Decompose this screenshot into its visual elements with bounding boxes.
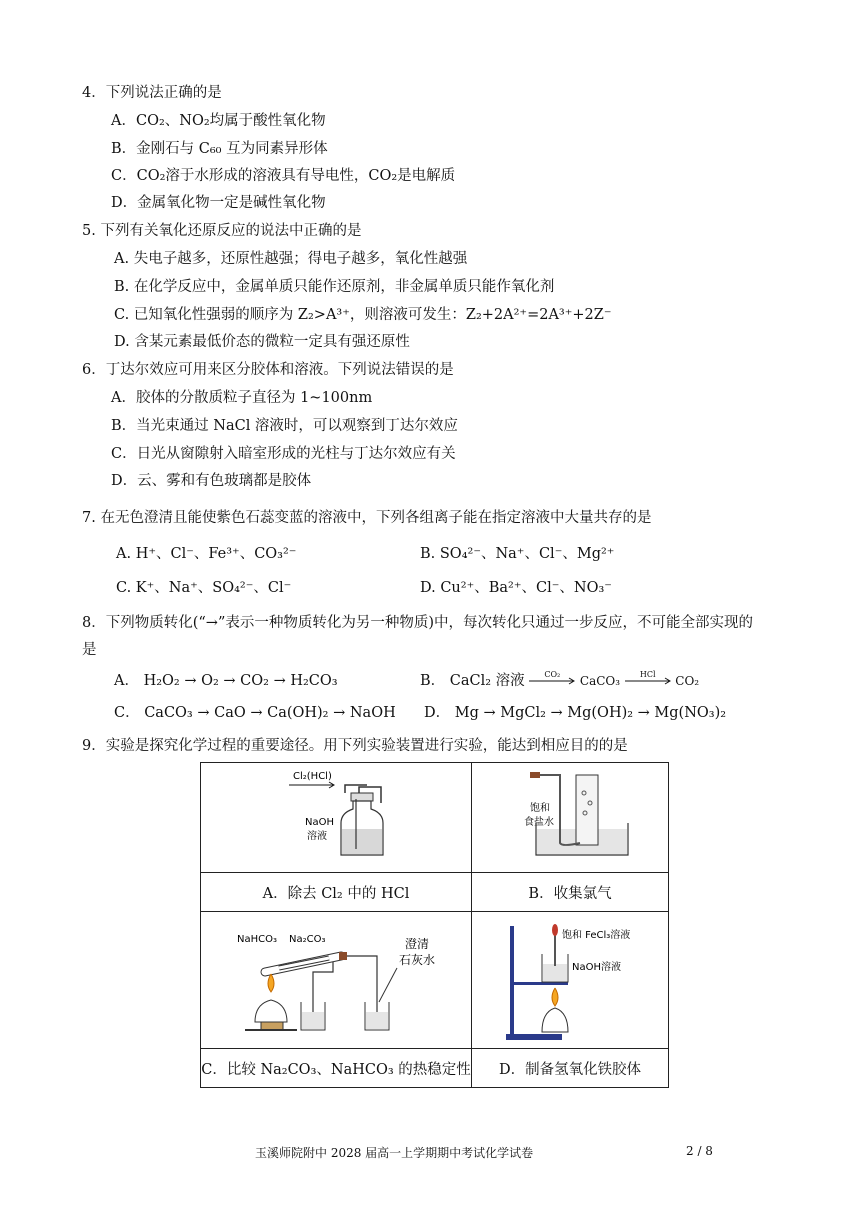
- fig-a-reagent-1: NaOH: [305, 817, 334, 828]
- figure-d-cell: [472, 912, 669, 1049]
- q8-b-mid: CaCO₃: [579, 674, 621, 688]
- caption-d: D．制备氢氧化铁胶体: [472, 1049, 669, 1088]
- q7-option-c: C. K⁺、Na⁺、SO₄²⁻、Cl⁻: [116, 580, 292, 596]
- q6-option-d: D．云、雾和有色玻璃都是胶体: [111, 473, 312, 489]
- experiment-table: [200, 762, 669, 1088]
- q7-stem: 7. 在无色澄清且能使紫色石蕊变蓝的溶液中，下列各组离子能在指定溶液中大量共存的是: [82, 510, 652, 526]
- q5-option-c: C. 已知氧化性强弱的顺序为 Z₂>A³⁺，则溶液可发生：Z₂+2A²⁺=2A³⁺+2Z⁻: [114, 307, 612, 323]
- gas-washing-bottle-diagram: [201, 763, 471, 868]
- q4-option-b: B．金刚石与 C₆₀ 互为同素异形体: [111, 141, 328, 157]
- footer-title: 玉溪师院附中 2028 届高一上学期期中考试化学试卷: [255, 1146, 534, 1160]
- q6-option-c: C．日光从窗隙射入暗室形成的光柱与丁达尔效应有关: [111, 446, 456, 462]
- reaction-arrow-2: [625, 670, 671, 687]
- page-number: 2 / 8: [686, 1144, 713, 1158]
- q8-option-b: [420, 672, 699, 690]
- q6-stem: 6．丁达尔效应可用来区分胶体和溶液。下列说法错误的是: [82, 362, 454, 378]
- fig-b-label-2: 食盐水: [524, 817, 554, 828]
- caption-a: A．除去 Cl₂ 中的 HCl: [201, 873, 472, 912]
- fig-c-label-4: 石灰水: [399, 953, 436, 967]
- fig-d-label-1: 饱和 FeCl₃溶液: [562, 930, 631, 941]
- fig-a-reagent-2: 溶液: [307, 831, 327, 842]
- q5-option-b: B. 在化学反应中，金属单质只能作还原剂，非金属单质只能作氧化剂: [114, 279, 555, 295]
- fig-c-label-2: Na₂CO₃: [289, 934, 326, 945]
- q8-stem: 8．下列物质转化(“→”表示一种物质转化为另一种物质)中，每次转化只通过一步反应，不可能全部实现的: [82, 615, 754, 631]
- q8-option-a: A． H₂O₂ → O₂ → CO₂ → H₂CO₃: [114, 673, 338, 689]
- q5-option-d: D. 含某元素最低价态的微粒一定具有强还原性: [114, 334, 410, 350]
- thermal-stability-diagram: [201, 912, 471, 1044]
- q8-b-reagent-1: CO₂: [544, 670, 561, 679]
- arrow-icon: [529, 675, 575, 687]
- fig-c-label-3: 澄清: [405, 937, 430, 951]
- caption-b: B．收集氯气: [472, 873, 669, 912]
- q4-stem: 4．下列说法正确的是: [82, 85, 222, 101]
- q7-option-d: D. Cu²⁺、Ba²⁺、Cl⁻、NO₃⁻: [420, 580, 612, 596]
- figure-b-cell: [472, 763, 669, 873]
- q8-b-end: CO₂: [675, 674, 700, 688]
- q8-option-d: D． Mg → MgCl₂ → Mg(OH)₂ → Mg(NO₃)₂: [424, 705, 727, 721]
- q8-option-c: C． CaCO₃ → CaO → Ca(OH)₂ → NaOH: [114, 705, 396, 721]
- q9-stem: 9．实验是探究化学过程的重要途径。用下列实验装置进行实验，能达到相应目的的是: [82, 738, 628, 754]
- colloid-preparation-diagram: [472, 912, 668, 1044]
- fig-a-gas-label: Cl₂(HCl): [293, 771, 332, 782]
- q5-option-a: A. 失电子越多，还原性越强；得电子越多，氧化性越强: [114, 251, 468, 267]
- q7-option-b: B. SO₄²⁻、Na⁺、Cl⁻、Mg²⁺: [420, 546, 615, 562]
- figure-a-cell: [201, 763, 472, 873]
- figure-c-cell: [201, 912, 472, 1049]
- q7-option-a: A. H⁺、Cl⁻、Fe³⁺、CO₃²⁻: [116, 546, 297, 562]
- q6-option-a: A．胶体的分散质粒子直径为 1~100nm: [111, 390, 373, 406]
- gas-collection-diagram: [472, 763, 668, 868]
- arrow-icon: [625, 675, 671, 687]
- q8-b-start: B． CaCl₂ 溶液: [420, 673, 525, 689]
- fig-d-label-2: NaOH溶液: [572, 962, 621, 973]
- q4-option-d: D．金属氧化物一定是碱性氧化物: [111, 195, 326, 211]
- fig-c-label-1: NaHCO₃: [237, 934, 277, 945]
- fig-b-label-1: 饱和: [530, 803, 550, 814]
- q6-option-b: B．当光束通过 NaCl 溶液时，可以观察到丁达尔效应: [111, 418, 458, 434]
- q8-b-reagent-2: HCl: [639, 670, 656, 679]
- q8-stem-end: 是: [82, 642, 97, 658]
- reaction-arrow-1: [529, 670, 575, 687]
- q5-stem: 5. 下列有关氧化还原反应的说法中正确的是: [82, 223, 362, 239]
- q4-option-a: A．CO₂、NO₂均属于酸性氧化物: [111, 113, 326, 129]
- caption-c: C．比较 Na₂CO₃、NaHCO₃ 的热稳定性: [201, 1049, 472, 1088]
- q4-option-c: C．CO₂溶于水形成的溶液具有导电性，CO₂是电解质: [111, 168, 456, 184]
